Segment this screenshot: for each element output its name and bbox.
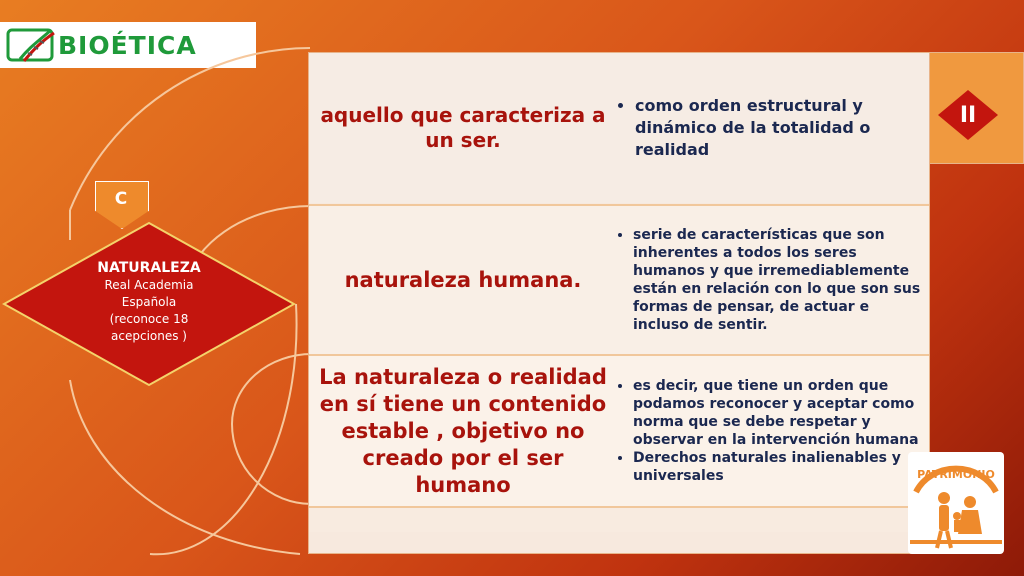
logo-text: BIOÉTICA [58,30,197,60]
table-row [309,354,929,506]
table-row [309,53,929,203]
content-table [308,52,930,554]
table-row [309,204,929,354]
row-heading: naturaleza humana. [344,268,582,292]
family-icon [908,452,1004,554]
table-row-empty [309,506,929,532]
bullet-list [617,377,923,485]
bullet-item: • es decir, que tiene un orden que podamos reconocer y aceptar como norma que se debe respetar y observar en la intervención humana [633,377,923,449]
letter-tag-text: C [114,189,128,209]
section-number-diamond [938,90,998,140]
bullet-list [617,226,923,334]
bullet-item: • como orden estructural y dinámico de la totalidad o realidad [635,95,923,161]
bullet-item: • serie de características que son inherentes a todos los seres humanos y que irremediablemente están en relación con lo que son sus formas de pensar, de actuar e incluso de sentir. [633,226,923,334]
badge-text: PATRIMONIO [917,468,995,481]
concept-title: NATURALEZA [97,260,201,276]
concept-line: (reconoce 18 [109,312,189,326]
bullet-list [617,95,923,161]
section-number: II [959,102,977,128]
row-heading: aquello que caracteriza a un ser. [320,103,606,152]
concept-line: Española [121,295,177,309]
concept-line: acepciones ) [111,329,187,343]
row-heading: La naturaleza o realidad en sí tiene un contenido estable , objetivo no creado por el ser humano [319,364,607,497]
concept-line: Real Academia [104,278,194,292]
bullet-item: • Derechos naturales inalienables y universales [633,449,923,485]
concept-diamond [2,221,296,387]
patrimonio-badge [908,452,1004,554]
